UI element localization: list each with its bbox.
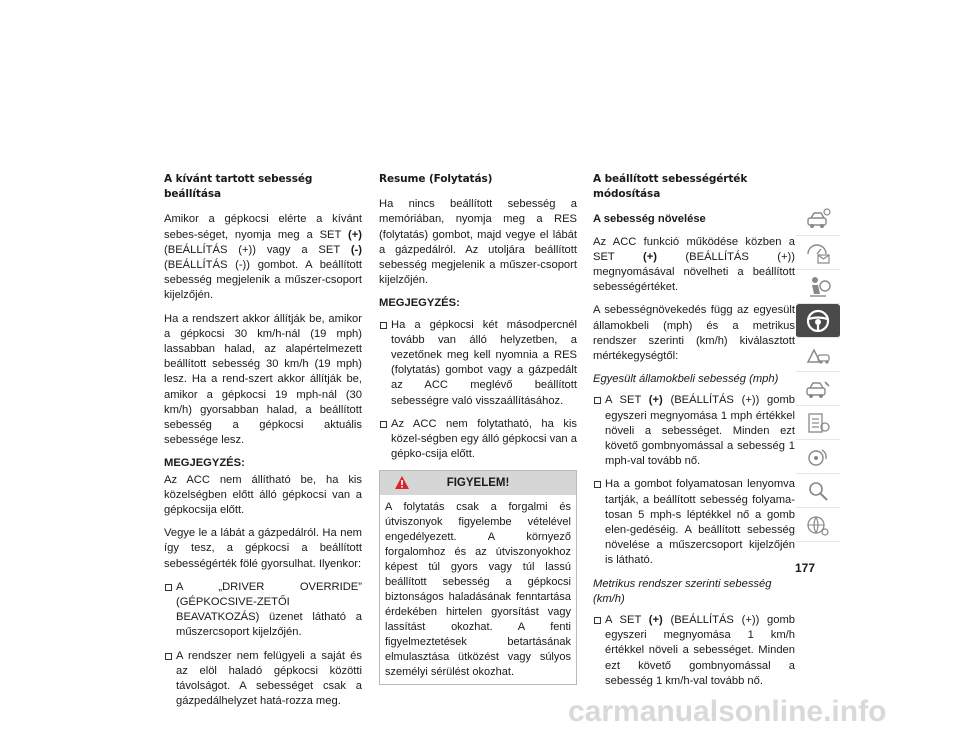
- list-item: Ha a gombot folyamatosan lenyomva tartják, a beállított sebesség folyama-tosan 5 mph-s léptékkel nő a gomb elen-gedéséig. A beállított sebesség növelése a műszercsoport kijelzőjén is látható.: [593, 477, 795, 568]
- tab-emergency[interactable]: [796, 338, 840, 372]
- paragraph-set-speed: [164, 212, 362, 303]
- note-label: MEGJEGYZÉS:: [379, 297, 460, 310]
- tab-languages[interactable]: [796, 508, 840, 542]
- warning-box: [379, 470, 577, 685]
- roadside-warning-icon: [804, 342, 832, 368]
- label-us-speed: Egyesült államokbeli sebesség (mph): [593, 373, 779, 386]
- list-item: Az ACC nem folytatható, ha kis közel-ségben egy álló gépkocsi van a gépko-csija előtt.: [379, 417, 577, 463]
- airbag-seatbelt-icon: [804, 274, 832, 300]
- label-metric-speed: Metrikus rendszer szerinti sebesség (km/h): [593, 577, 772, 605]
- chapter-tabs: [796, 202, 840, 542]
- list-item: A „DRIVER OVERRIDE” (GÉPKOCSIVE-ZETŐI BEAVATKOZÁS) üzenet látható a műszercsoport kijelzőjén.: [164, 580, 362, 641]
- section-heading-resume: Resume (Folytatás): [379, 173, 493, 185]
- page-number: 177: [795, 561, 816, 575]
- text: A SET: [605, 614, 649, 627]
- text: (BEÁLLÍTÁS (+)) gomb egyszeri megnyomása 1 km/h értékkel növeli a sebességet. Minden ezt követő gombnyomással a sebesség 1 km/h-val tovább nő.: [605, 614, 795, 687]
- tab-dashboard[interactable]: [796, 236, 840, 270]
- car-service-icon: [804, 376, 832, 402]
- section-heading-set-speed: A kívánt tartott sebesség beállítása: [164, 173, 313, 201]
- subheading-increase: A sebesség növelése: [593, 213, 706, 226]
- tab-index[interactable]: [796, 474, 840, 508]
- steering-wheel-icon: [804, 308, 832, 334]
- text: (BEÁLLÍTÁS (+)) vagy a SET: [164, 243, 351, 256]
- bullet-list: [379, 318, 577, 463]
- button-plus-label: (+): [648, 394, 663, 407]
- languages-icon: [804, 512, 832, 538]
- paragraph-units: A sebességnövekedés függ az egyesült államokbeli (mph) és a metrikus rendszer szerinti (km/h) kiválasztott mértékegységtől:: [593, 304, 795, 363]
- paragraph-default-speed: Ha a rendszert akkor állítják be, amikor a gépkocsi 30 km/h-nál (19 mph) lassabban halad, az alapértelmezett beállított sebesség 30 km/h (19 mph) lesz. Ha a rend-szert akkor állítják be, amikor a gépkocsi 19 mph-nál (30 km/h) gyorsabban halad, a beállított sebesség a gépkocsi aktuális sebessége lesz.: [164, 312, 362, 447]
- list-item: A rendszer nem felügyeli a saját és az elöl haladó gépkocsi közötti távolságot. A sebességet csak a gázpedálhelyzet hatá-rozza meg.: [164, 649, 362, 710]
- list-item: [593, 613, 795, 689]
- search-index-icon: [804, 478, 832, 504]
- text: Az ACC funkció működése közben a SET: [593, 235, 795, 263]
- list-item: Ha a gépkocsi két másodpercnél tovább van álló helyzetben, a vezetőnek meg kell nyomnia a RES (folytatás) gombot vagy a gázpedált az ACC meglévő beállított sebességre való visszaállításához.: [379, 318, 577, 409]
- tab-multimedia[interactable]: [796, 440, 840, 474]
- section-heading-modify-speed: A beállított sebességérték módosítása: [593, 173, 748, 201]
- note-text: Az ACC nem állítható be, ha kis közelségben előtt álló gépkocsi van a gépkocsija előtt.: [164, 473, 362, 517]
- text: (BEÁLLÍTÁS (+)) megnyomásával növelheti a beállított sebességértéket.: [593, 250, 795, 294]
- tab-car-info[interactable]: [796, 202, 840, 236]
- tab-driving[interactable]: [796, 304, 840, 338]
- text: Amikor a gépkocsi elérte a kívánt sebes-séget, nyomja meg a SET: [164, 213, 362, 241]
- bullet-list: [593, 613, 795, 689]
- column-right: [593, 172, 795, 697]
- watermark: carmanualsonline.info: [568, 695, 887, 728]
- car-info-icon: [804, 206, 832, 232]
- text: A SET: [605, 394, 649, 407]
- tab-service[interactable]: [796, 372, 840, 406]
- button-plus-label: (+): [648, 614, 663, 627]
- paragraph-increase: [593, 235, 795, 296]
- paragraph-resume: Ha nincs beállított sebesség a memóriában, nyomja meg a RES (folytatás) gombot, majd vegye el lábát a gázpedálról. Az utoljára beállított sebesség megjelenik a műszer-csoport kijelzőjén.: [379, 198, 577, 287]
- button-plus-label: (+): [348, 228, 362, 241]
- maintenance-list-icon: [804, 410, 832, 436]
- text: (BEÁLLÍTÁS (-)) gombot. A beállított sebesség megjelenik a műszer-csoport kijelzőjén.: [164, 259, 362, 302]
- button-minus-label: (-): [350, 243, 362, 256]
- text: (BEÁLLÍTÁS (+)) gomb egyszeri megnyomása 1 mph értékkel növeli a sebességet. Minden ezt követő gombnyomással a sebesség 1 mph-val tovább nő.: [605, 394, 795, 468]
- warning-title: FIGYELEM!: [446, 477, 510, 490]
- bullet-list: [593, 393, 795, 568]
- paragraph-pedal: Vegye le a lábát a gázpedálról. Ha nem így tesz, a gépkocsi a beállított sebességérték fölé gyorsulhat. Ilyenkor:: [164, 527, 362, 570]
- tab-safety[interactable]: [796, 270, 840, 304]
- list-item: [593, 393, 795, 469]
- multimedia-icon: [804, 444, 832, 470]
- column-middle: [379, 172, 577, 685]
- warning-text: A folytatás csak a forgalmi és útviszonyok figyelembe vételével engedélyezett. A környező forgalomhoz és az útviszonyokhoz képest túl gyors vagy túl lassú beállított sebesség a gépkocsi biztonságos haladásának fenntartása érdekében hirtelen gyorsítást vagy lassítást okozhat. A fenti figyelmeztetések betartásának elmulasztása ütközést vagy súlyos személyi sérülést okozhat.: [385, 501, 571, 679]
- warning-header: [380, 471, 576, 495]
- bullet-list: [164, 580, 362, 710]
- column-left: [164, 172, 362, 718]
- warning-triangle-icon: [394, 475, 410, 490]
- dashboard-envelope-icon: [804, 240, 832, 266]
- tab-maintenance[interactable]: [796, 406, 840, 440]
- note-label: MEGJEGYZÉS:: [164, 457, 245, 470]
- button-plus-label: (+): [643, 250, 657, 263]
